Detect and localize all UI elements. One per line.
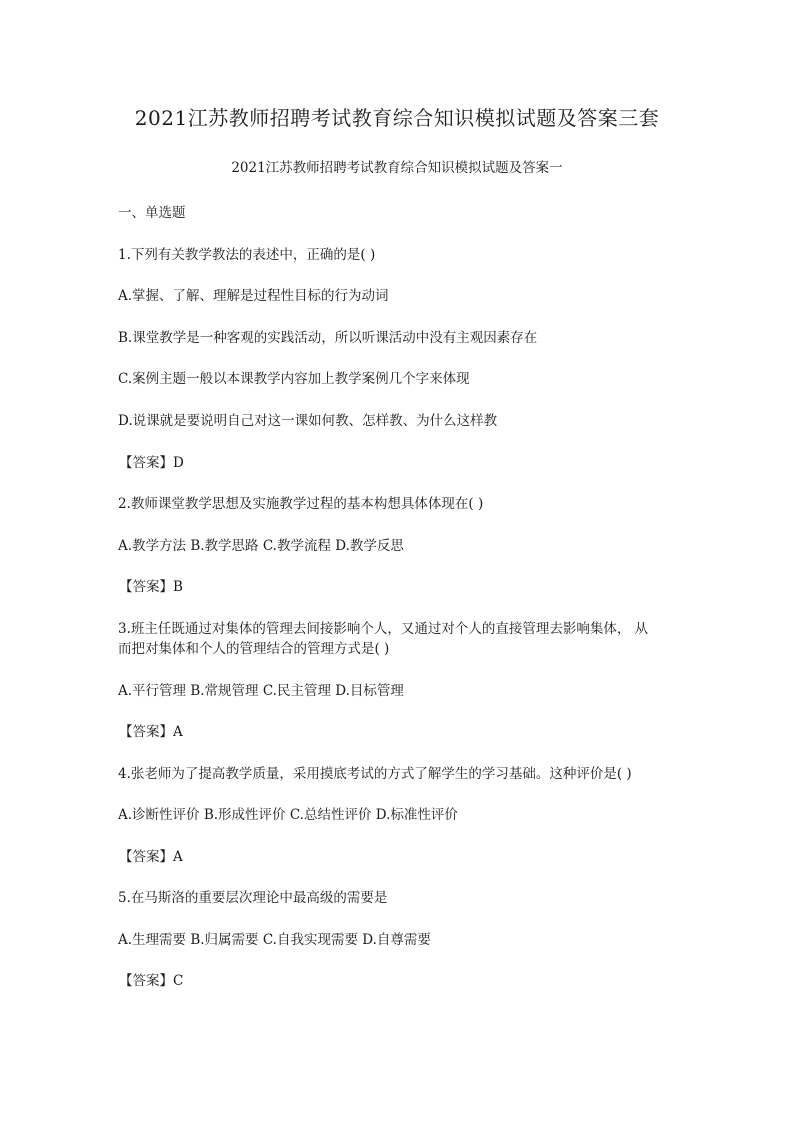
question-1-option-d: D.说课就是要说明自己对这一课如何教、怎样教、为什么这样教: [118, 413, 498, 429]
question-5: 5.在马斯洛的重要层次理论中最高级的需要是: [118, 890, 388, 906]
question-2-options: A.教学方法 B.教学思路 C.教学流程 D.教学反思: [118, 538, 404, 554]
question-3-answer: 【答案】A: [119, 724, 183, 740]
document-title: 2021江苏教师招聘考试教育综合知识模拟试题及答案三套: [134, 106, 660, 130]
question-3-line-2: 而把对集体和个人的管理结合的管理方式是( ): [118, 641, 390, 657]
section-heading: 一、单选题: [118, 205, 186, 221]
question-4-answer: 【答案】A: [119, 849, 183, 865]
question-5-options: A.生理需要 B.归属需要 C.自我实现需要 D.自尊需要: [118, 932, 431, 948]
question-1-option-c: C.案例主题一般以本课教学内容加上教学案例几个字来体现: [118, 371, 470, 387]
question-2-answer: 【答案】B: [119, 579, 183, 595]
question-1-option-b: B.课堂教学是一种客观的实践活动，所以听课活动中没有主观因素存在: [118, 330, 538, 346]
question-2: 2.教师课堂教学思想及实施教学过程的基本构想具体体现在( ): [118, 496, 484, 512]
document-subtitle: 2021江苏教师招聘考试教育综合知识模拟试题及答案一: [231, 160, 563, 176]
question-4: 4.张老师为了提高教学质量，采用摸底考试的方式了解学生的学习基础。这种评价是( ): [118, 766, 632, 782]
question-1: 1.下列有关教学教法的表述中，正确的是( ): [118, 247, 376, 263]
question-3-options: A.平行管理 B.常规管理 C.民主管理 D.目标管理: [118, 683, 404, 699]
question-3-line-1: 3.班主任既通过对集体的管理去间接影响个人，又通过对个人的直接管理去影响集体， 从: [118, 621, 649, 637]
question-4-options: A.诊断性评价 B.形成性评价 C.总结性评价 D.标准性评价: [118, 807, 458, 823]
question-5-answer: 【答案】C: [119, 973, 184, 989]
question-1-option-a: A.掌握、了解、理解是过程性目标的行为动词: [118, 288, 389, 304]
question-1-answer: 【答案】D: [119, 455, 184, 471]
